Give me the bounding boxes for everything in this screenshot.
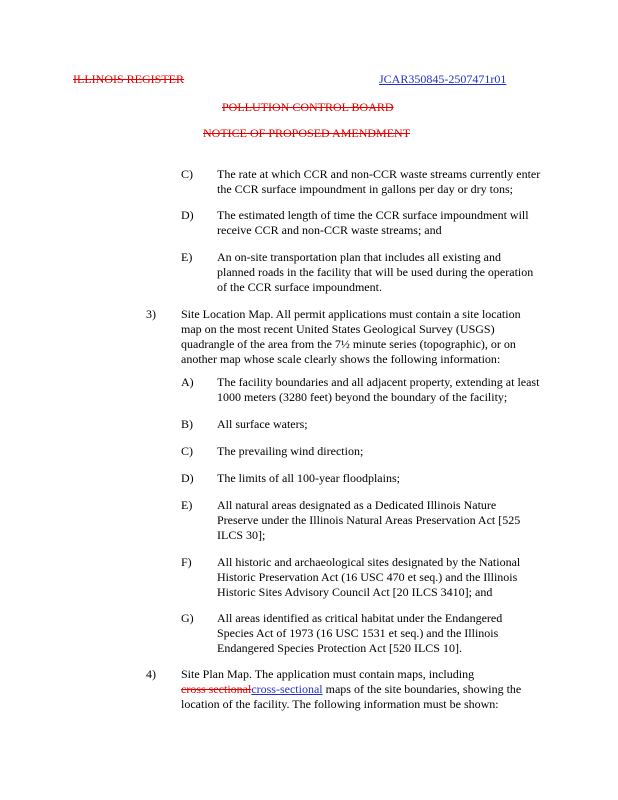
list-item-line: the CCR surface impoundment in gallons per day or dry tons; — [217, 182, 513, 196]
section-3-line: Site Location Map. All permit applications must contain a site location — [181, 307, 521, 321]
list-item — [217, 555, 520, 600]
list-item-line: Species Act of 1973 (16 USC 1531 et seq.) and the Illinois — [217, 626, 499, 640]
list-item-line: planned roads in the facility that will be used during the operation — [217, 265, 534, 279]
list-item-line: Historic Preservation Act (16 USC 470 et seq.) and the Illinois — [217, 570, 518, 584]
list-item-line: Endangered Species Protection Act [520 ILCS 10]. — [217, 641, 462, 655]
item-marker: C) — [181, 444, 193, 458]
list-item — [217, 444, 363, 459]
inserted-text[interactable]: cross-sectional — [251, 682, 323, 696]
section-4-number: 4) — [146, 667, 156, 681]
list-item — [217, 417, 308, 432]
section-4-line-3: location of the facility. The following information must be shown: — [181, 697, 499, 711]
list-item-line: All historic and archaeological sites designated by the National — [217, 555, 521, 569]
section-3-line: another map whose scale clearly shows the following information: — [181, 352, 501, 366]
illinois-register-header: ILLINOIS REGISTER — [73, 72, 184, 86]
list-item-line: All natural areas designated as a Dedicated Illinois Nature — [217, 498, 497, 512]
list-item — [217, 208, 529, 238]
item-marker: D) — [181, 471, 194, 485]
list-item-line: Historic Sites Advisory Council Act [20 ILCS 3410]; and — [217, 585, 493, 599]
section-3-line: map on the most recent United States Geological Survey (USGS) — [181, 322, 495, 336]
list-item-line: of the CCR surface impoundment. — [217, 280, 382, 294]
section-4-line-1: Site Plan Map. The application must contain maps, including — [181, 667, 475, 681]
section-3-number: 3) — [146, 307, 156, 321]
section-3-text — [181, 307, 521, 367]
list-item-line: All areas identified as critical habitat under the Endangered — [217, 611, 503, 625]
list-item-line: 1000 meters (3280 feet) beyond the boundary of the facility; — [217, 390, 508, 404]
item-marker: A) — [181, 375, 194, 389]
section-4-line-2 — [181, 682, 521, 697]
list-item — [217, 375, 539, 405]
list-item — [217, 167, 540, 197]
list-item — [217, 611, 502, 656]
list-item-line: The prevailing wind direction; — [217, 444, 364, 458]
board-title: POLLUTION CONTROL BOARD — [222, 100, 394, 114]
list-item-line: The facility boundaries and all adjacent property, extending at least — [217, 375, 540, 389]
list-item-line: The limits of all 100-year floodplains; — [217, 471, 400, 485]
list-item — [217, 471, 400, 486]
notice-title: NOTICE OF PROPOSED AMENDMENT — [203, 126, 411, 140]
item-marker: F) — [181, 555, 192, 569]
jcar-code[interactable]: JCAR350845-2507471r01 — [379, 72, 507, 86]
item-marker: G) — [181, 611, 194, 625]
list-item-line: ILCS 30]; — [217, 528, 266, 542]
item-marker: E) — [181, 250, 193, 264]
item-marker: C) — [181, 167, 193, 181]
item-marker: E) — [181, 498, 193, 512]
list-item-line: receive CCR and non-CCR waste streams; and — [217, 223, 442, 237]
list-item-line: All surface waters; — [217, 417, 308, 431]
list-item — [217, 250, 533, 295]
list-item-line: Preserve under the Illinois Natural Areas Preservation Act [525 — [217, 513, 521, 527]
list-item-line: The rate at which CCR and non-CCR waste streams currently enter — [217, 167, 541, 181]
list-item-line: An on-site transportation plan that includes all existing and — [217, 250, 501, 264]
item-marker: B) — [181, 417, 193, 431]
section-4-text — [181, 667, 521, 712]
deleted-text: cross sectional — [181, 682, 252, 696]
section-3-line: quadrangle of the area from the 7½ minute series (topographic), or on — [181, 337, 516, 351]
list-item — [217, 498, 520, 543]
item-marker: D) — [181, 208, 194, 222]
section-4-line-2-rest: maps of the site boundaries, showing the — [322, 682, 522, 696]
list-item-line: The estimated length of time the CCR surface impoundment will — [217, 208, 529, 222]
